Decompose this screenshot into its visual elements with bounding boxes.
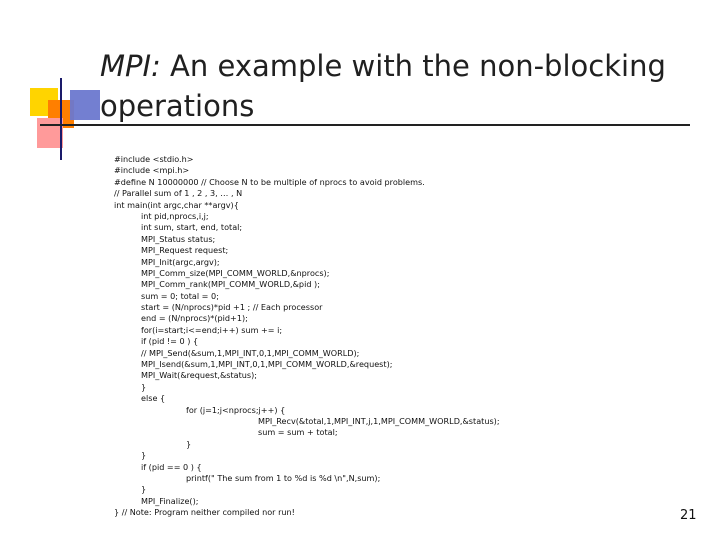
code-line: sum = sum + total; [258, 427, 338, 438]
decor-square-blue [70, 90, 100, 120]
code-line: } [141, 484, 147, 495]
decor-vertical-line [60, 78, 62, 160]
code-line: for (j=1;j<nprocs;j++) { [186, 404, 286, 415]
code-line: // Parallel sum of 1 , 2 , 3, … , N [114, 188, 243, 199]
code-line: start = (N/nprocs)*pid +1 ; // Each processor [141, 302, 323, 313]
code-line: int main(int argc,char **argv){ [114, 199, 239, 210]
code-line: MPI_Isend(&sum,1,MPI_INT,0,1,MPI_COMM_WORLD,&request); [141, 359, 393, 370]
code-line: if (pid == 0 ) { [141, 461, 202, 472]
code-line: } [141, 450, 147, 461]
code-line: printf(" The sum from 1 to %d is %d \n",N,sum); [186, 472, 381, 483]
code-line: } [186, 438, 192, 449]
code-line: MPI_Request request; [141, 245, 229, 256]
code-line: end = (N/nprocs)*(pid+1); [141, 313, 248, 324]
code-line: // MPI_Send(&sum,1,MPI_INT,0,1,MPI_COMM_WORLD); [141, 347, 360, 358]
code-line: int sum, start, end, total; [141, 222, 243, 233]
code-line: int pid,nprocs,i,j; [141, 210, 209, 221]
code-line: sum = 0; total = 0; [141, 290, 219, 301]
slide-title-rest: An example with the non-blocking operations [100, 49, 666, 123]
page-number: 21 [680, 508, 697, 523]
code-line: for(i=start;i<=end;i++) sum += i; [141, 324, 283, 335]
code-line: MPI_Comm_size(MPI_COMM_WORLD,&nprocs); [141, 267, 330, 278]
code-line: #define N 10000000 // Choose N to be multiple of nprocs to avoid problems. [114, 176, 425, 187]
code-line: #include <mpi.h> [114, 165, 190, 176]
code-line: MPI_Wait(&request,&status); [141, 370, 258, 381]
code-line: } [141, 381, 147, 392]
code-listing [114, 154, 500, 519]
code-line: } // Note: Program neither compiled nor run! [114, 507, 295, 518]
code-line: MPI_Comm_rank(MPI_COMM_WORLD,&pid ); [141, 279, 320, 290]
code-line: else { [141, 393, 166, 404]
code-line: MPI_Finalize(); [141, 495, 199, 506]
code-line: MPI_Init(argc,argv); [141, 256, 220, 267]
code-line: if (pid != 0 ) { [141, 336, 199, 347]
slide-title-italic: MPI: [100, 49, 161, 83]
slide-title [100, 46, 690, 126]
code-line: #include <stdio.h> [114, 154, 194, 164]
code-line: MPI_Recv(&total,1,MPI_INT,j,1,MPI_COMM_WORLD,&status); [258, 415, 500, 426]
code-line: MPI_Status status; [141, 233, 216, 244]
